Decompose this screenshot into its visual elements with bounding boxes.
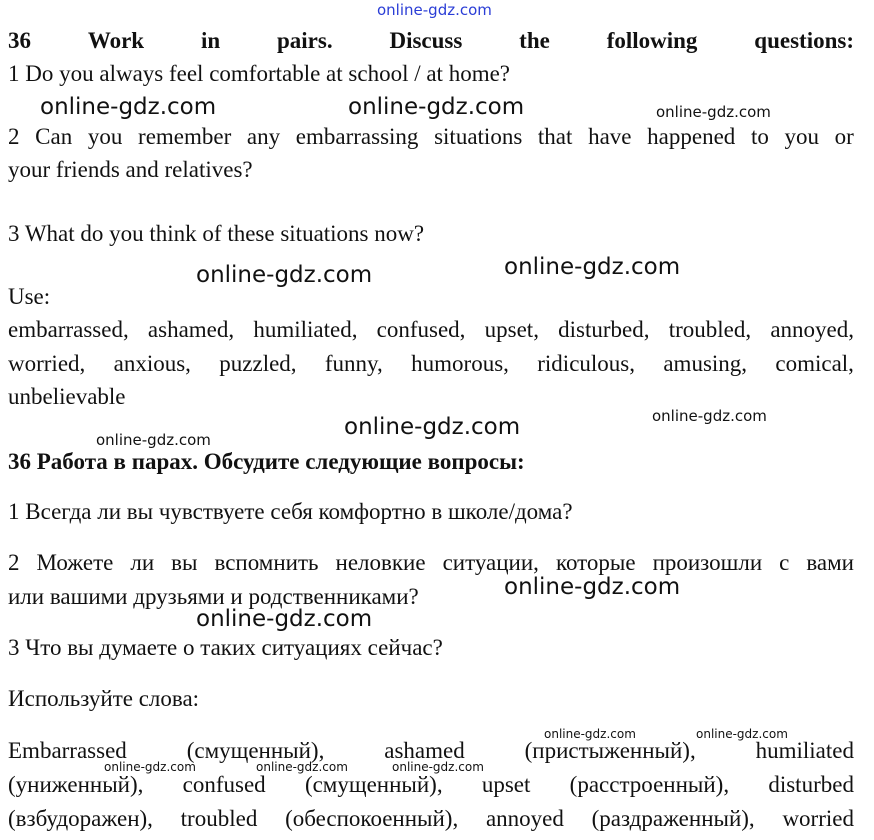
word: amusing,	[663, 351, 748, 376]
word: Discuss	[389, 28, 463, 53]
ru-question-1: 1 Всегда ли вы чувствуете себя комфортно в школе/дома?	[8, 499, 573, 524]
en-question-1: 1 Do you always feel comfortable at school / at home?	[8, 61, 511, 86]
word: humiliated	[755, 738, 854, 763]
word: Can	[35, 124, 73, 149]
word: comical,	[775, 351, 854, 376]
word: (взбудоражен),	[8, 806, 153, 831]
watermark: online-gdz.com	[656, 103, 771, 121]
word: you	[784, 124, 819, 149]
word: remember	[138, 124, 232, 149]
word: confused,	[376, 317, 466, 342]
word: ashamed	[384, 738, 465, 763]
word: embarrassing	[295, 124, 419, 149]
word: произошли	[652, 550, 763, 575]
word: annoyed	[485, 806, 564, 831]
word: pairs.	[277, 28, 333, 53]
word: upset	[481, 772, 531, 797]
word: troubled	[180, 806, 258, 831]
ru-question-2-line-2: или вашими друзьями и родственниками?	[8, 584, 419, 609]
word: have	[588, 124, 632, 149]
word: disturbed	[768, 772, 854, 797]
word: questions:	[754, 28, 854, 53]
watermark: online-gdz.com	[96, 431, 211, 449]
ru-question-2-line-1	[8, 550, 854, 576]
word: ли	[130, 550, 155, 575]
watermark: online-gdz.com	[196, 262, 373, 288]
word: 36	[8, 28, 31, 53]
word: embarrassed,	[8, 317, 129, 342]
watermark: online-gdz.com	[104, 760, 196, 774]
en-question-2-line-1	[8, 124, 854, 150]
word: Work	[87, 28, 145, 53]
en-words-line-3: unbelievable	[8, 384, 126, 409]
word: ситуации,	[442, 550, 539, 575]
word: you	[87, 124, 123, 149]
ru-words-line-3	[8, 806, 854, 832]
word: anxious,	[113, 351, 191, 376]
word: following	[606, 28, 698, 53]
watermark: online-gdz.com	[196, 606, 373, 632]
watermark: online-gdz.com	[348, 94, 525, 120]
word: вы	[171, 550, 198, 575]
word: happened	[647, 124, 736, 149]
word: worried	[782, 806, 854, 831]
en-heading	[8, 28, 854, 54]
word: worried,	[8, 351, 86, 376]
en-question-3: 3 What do you think of these situations now?	[8, 221, 425, 246]
watermark-top: online-gdz.com	[377, 1, 492, 19]
word: ashamed,	[147, 317, 235, 342]
word: humiliated,	[253, 317, 358, 342]
word: Можете	[36, 550, 114, 575]
word: 2	[8, 550, 20, 575]
word: ridiculous,	[537, 351, 635, 376]
word: вспомнить	[214, 550, 319, 575]
word: (смущенный),	[186, 738, 325, 763]
ru-question-3: 3 Что вы думаете о таких ситуациях сейчас?	[8, 635, 443, 660]
word: вами	[806, 550, 854, 575]
ru-words-line-2	[8, 772, 854, 798]
word: (раздраженный),	[591, 806, 755, 831]
word: (расстроенный),	[569, 772, 730, 797]
word: Embarrassed	[8, 738, 127, 763]
ru-use-label: Используйте слова:	[8, 686, 200, 711]
word: in	[200, 28, 221, 53]
word: confused	[182, 772, 266, 797]
word: с	[779, 550, 790, 575]
word: funny,	[324, 351, 383, 376]
word: неловкие	[335, 550, 426, 575]
ru-heading: 36 Работа в парах. Обсудите следующие вопросы:	[8, 449, 525, 474]
watermark: online-gdz.com	[504, 574, 681, 600]
word: (пристыженный),	[524, 738, 696, 763]
word: 2	[8, 124, 20, 149]
word: (смущенный),	[304, 772, 443, 797]
word: upset,	[484, 317, 539, 342]
word: troubled,	[668, 317, 752, 342]
word: annoyed,	[770, 317, 854, 342]
word: situations	[434, 124, 523, 149]
word: (обеспокоенный),	[285, 806, 459, 831]
watermark: online-gdz.com	[392, 760, 484, 774]
en-words-line-1	[8, 317, 854, 343]
word: or	[834, 124, 854, 149]
watermark: online-gdz.com	[544, 727, 636, 741]
word: any	[246, 124, 281, 149]
watermark: online-gdz.com	[504, 254, 681, 280]
word: that	[537, 124, 573, 149]
watermark: online-gdz.com	[256, 760, 348, 774]
word: humorous,	[411, 351, 509, 376]
watermark: online-gdz.com	[40, 94, 217, 120]
word: disturbed,	[558, 317, 650, 342]
word: (униженный),	[8, 772, 144, 797]
word: которые	[555, 550, 636, 575]
en-question-2-line-2: your friends and relatives?	[8, 157, 253, 182]
watermark: online-gdz.com	[652, 407, 767, 425]
word: to	[750, 124, 769, 149]
word: puzzled,	[219, 351, 297, 376]
watermark: online-gdz.com	[696, 727, 788, 741]
en-use-label: Use:	[8, 284, 51, 309]
en-words-line-2	[8, 351, 854, 377]
word: the	[519, 28, 550, 53]
watermark: online-gdz.com	[344, 414, 521, 440]
